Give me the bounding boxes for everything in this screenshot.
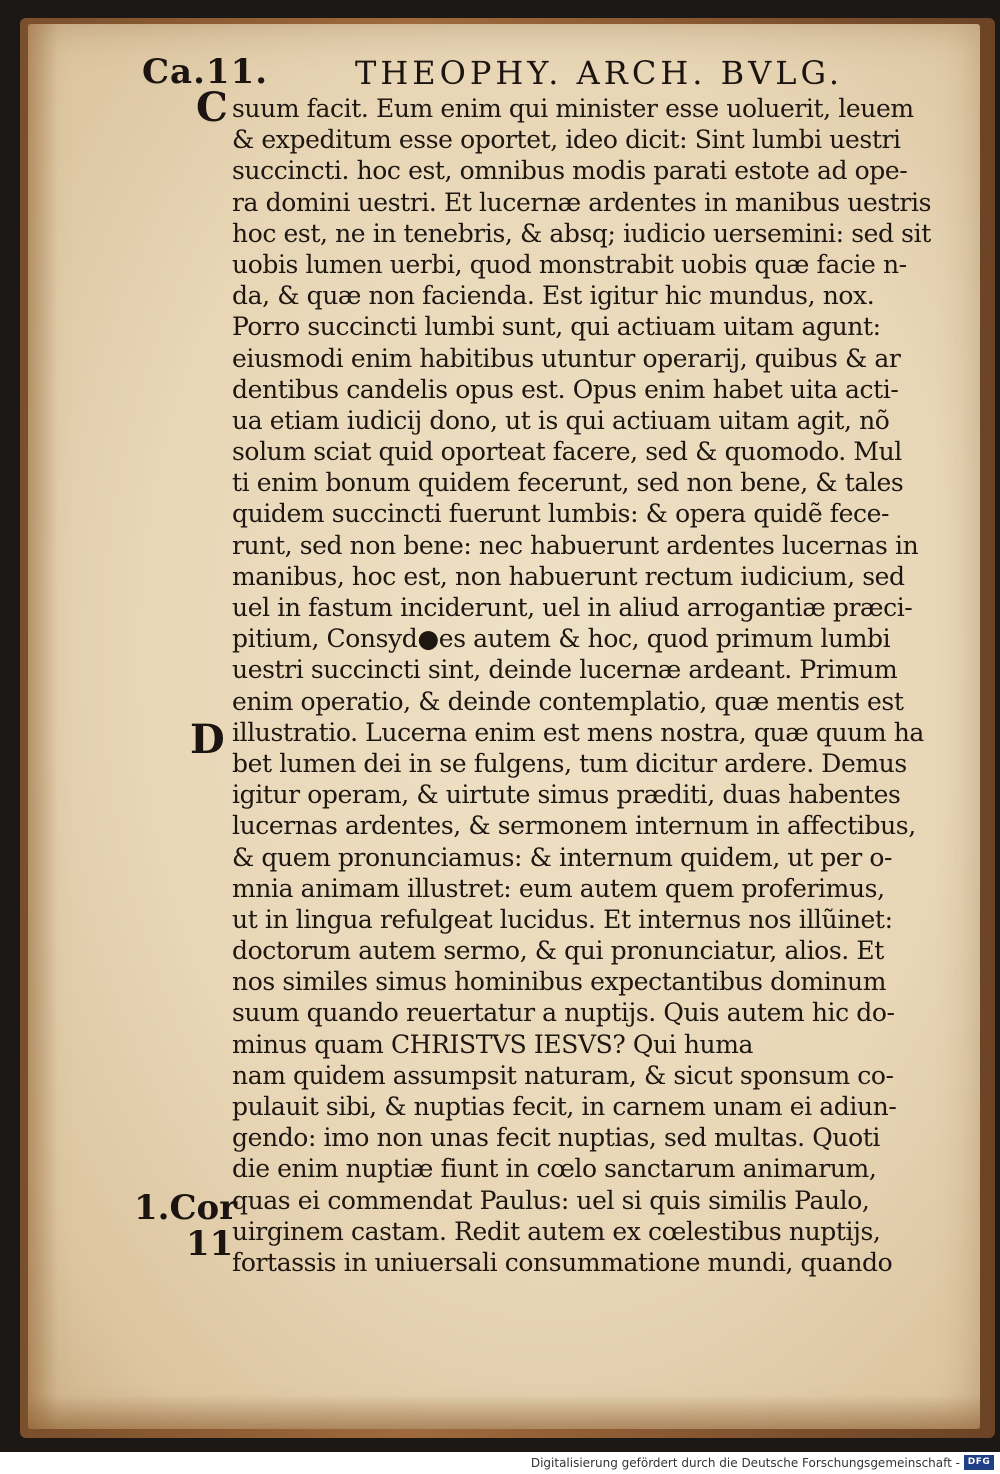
text-line: nos similes simus hominibus expectantibus dominum: [232, 967, 886, 997]
text-line: uel in fastum inciderunt, uel in aliud arrogantiæ præci-: [232, 593, 913, 622]
text-line: die enim nuptiæ fiunt in cœlo sanctarum animarum,: [232, 1154, 877, 1184]
text-line: succincti. hoc est, omnibus modis parati estote ad ope-: [232, 156, 908, 186]
text-line: bet lumen dei in se fulgens, tum dicitur ardere. Demus: [232, 748, 907, 778]
text-line: pitium, Consyd●es autem & hoc, quod primum lumbi: [232, 624, 891, 654]
text-line: dentibus candelis opus est. Opus enim habet uita acti-: [232, 374, 899, 404]
text-line: ti enim bonum quidem fecerunt, sed non bene, & tales: [232, 468, 904, 498]
text-line: ua etiam iudicij dono, ut is qui actiuam uitam agit, nõ: [232, 405, 890, 435]
text-line: uestri succincti sint, deinde lucernæ ardeant. Primum: [232, 655, 898, 685]
running-head: THEOPHY. ARCH. BVLG.: [355, 54, 844, 92]
text-line: uirginem castam. Redit autem ex cœlestibus nuptijs,: [232, 1216, 881, 1246]
text-line: & quem pronunciamus: & internum quidem, ut per o-: [232, 842, 893, 872]
text-line: doctorum autem sermo, & qui pronunciatur, alios. Et: [232, 936, 884, 966]
text-line: hoc est, ne in tenebris, & absq; iudicio uersemini: sed sit: [232, 218, 931, 248]
text-line: enim operatio, & deinde contemplatio, quæ mentis est: [232, 686, 904, 716]
text-line: lucernas ardentes, & sermonem internum in affectibus,: [232, 811, 916, 841]
text-line: solum sciat quid oporteat facere, sed & quomodo. Mul: [232, 437, 902, 467]
text-line: mnia animam illustret: eum autem quem proferimus,: [232, 873, 885, 903]
text-line: & expeditum esse oportet, ideo dicit: Sint lumbi uestri: [232, 125, 901, 155]
text-line: quas ei commendat Paulus: uel si quis similis Paulo,: [232, 1185, 870, 1215]
text-line: uobis lumen uerbi, quod monstrabit uobis quæ facie n-: [232, 249, 907, 279]
text-line: manibus, hoc est, non habuerunt rectum iudicium, sed: [232, 561, 905, 591]
dfg-logo: DFG: [964, 1455, 994, 1470]
text-line: illustratio. Lucerna enim est mens nostra, quæ quum ha: [232, 717, 924, 747]
text-line: runt, sed non bene: nec habuerunt ardentes lucernas in: [232, 530, 919, 560]
text-line: fortassis in uniuersali consummatione mundi, quando: [232, 1247, 893, 1277]
text-line: nam quidem assumpsit naturam, & sicut sponsum co-: [232, 1060, 894, 1090]
text-line: igitur operam, & uirtute simus præditi, duas habentes: [232, 780, 901, 810]
text-line: pulauit sibi, & nuptias fecit, in carnem unam ei adiun-: [232, 1092, 897, 1121]
margin-scripture-reference: [134, 1190, 237, 1262]
bottom-edge-shadow: [28, 1395, 980, 1429]
margin-reference-chapter: 11: [186, 1224, 234, 1264]
text-line: ut in lingua refulgeat lucidus. Et internus nos illũinet:: [232, 904, 893, 934]
margin-reference-book: 1.Cor: [134, 1188, 238, 1228]
footer-credit-text: Digitalisierung gefördert durch die Deutsche Forschungsgemeinschaft -: [530, 1456, 960, 1470]
digitization-footer: [0, 1452, 1000, 1474]
text-line: suum quando reuertatur a nuptijs. Quis autem hic do-: [232, 998, 895, 1028]
margin-section-letter-d: D: [190, 716, 225, 763]
chapter-marker: Ca.11.: [142, 52, 269, 92]
text-line: suum facit. Eum enim qui minister esse uoluerit, leuem: [232, 94, 914, 123]
text-line: Porro succincti lumbi sunt, qui actiuam uitam agunt:: [232, 312, 881, 342]
text-line: minus quam CHRISTVS IESVS? Qui huma: [232, 1029, 754, 1059]
text-line: eiusmodi enim habitibus utuntur operarij, quibus & ar: [232, 343, 901, 373]
body-text-block: [232, 93, 932, 1278]
text-line: da, & quæ non facienda. Est igitur hic mundus, nox.: [232, 281, 875, 311]
text-line: ra domini uestri. Et lucernæ ardentes in manibus uestris: [232, 187, 931, 217]
text-line: quidem succincti fuerunt lumbis: & opera quidẽ fece-: [232, 499, 890, 529]
gutter-shadow: [28, 24, 58, 1429]
text-line: gendo: imo non unas fecit nuptias, sed multas. Quoti: [232, 1123, 880, 1153]
margin-section-letter-c: C: [196, 84, 228, 131]
